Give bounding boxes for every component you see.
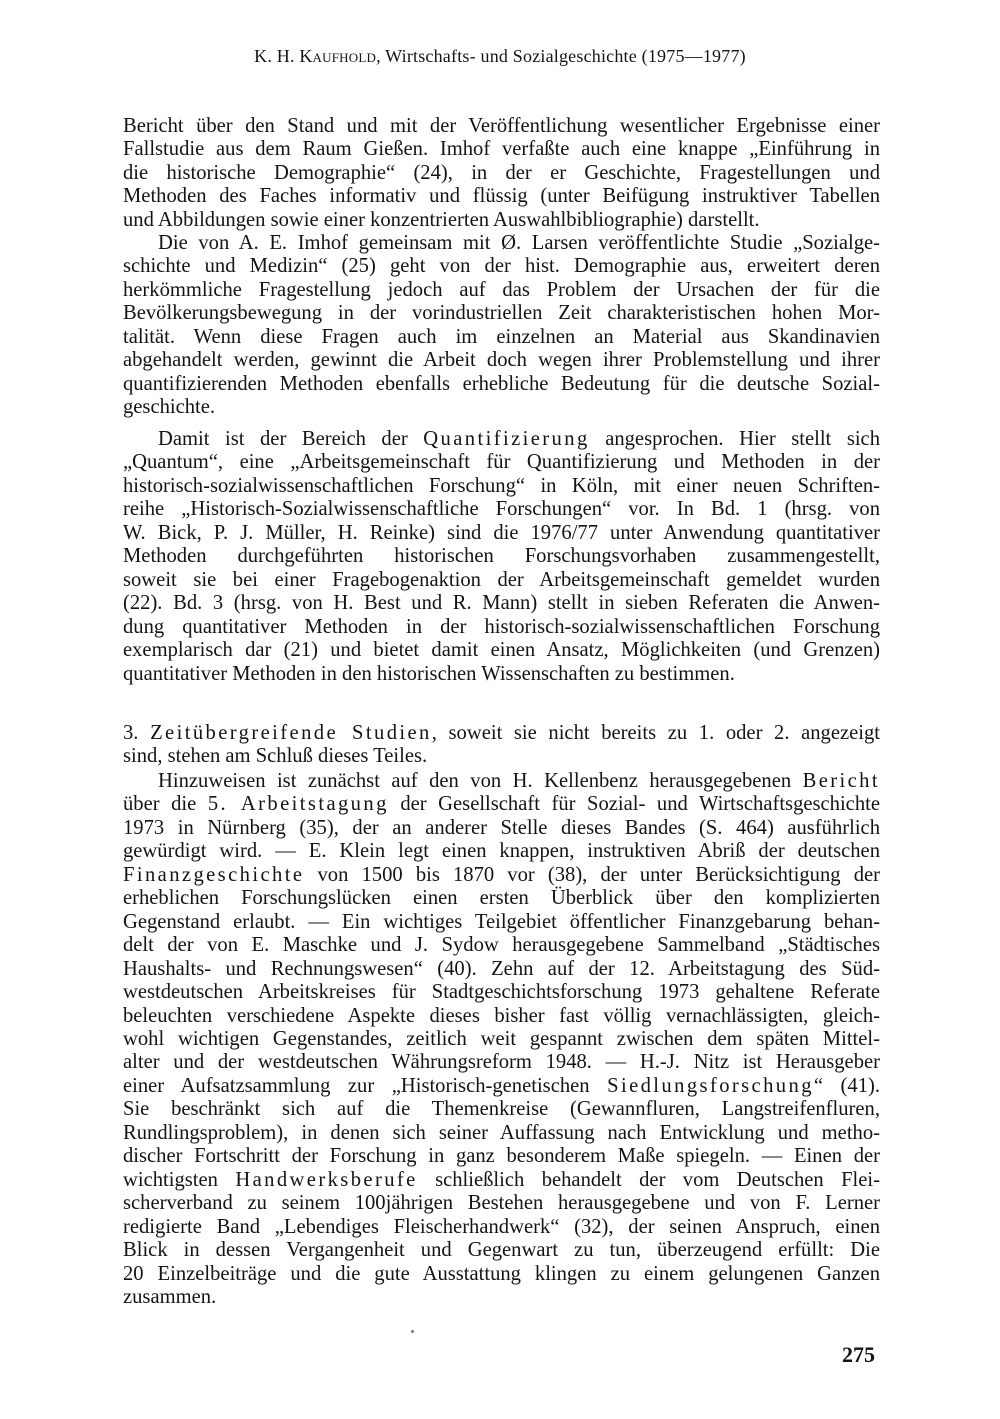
- text-line: 1973 in Nürnberg (35), der an anderer Stelle dieses Bandes (S. 464) ausführlich: [123, 816, 880, 839]
- text-line: [123, 1075, 880, 1098]
- emphasized-term: Bericht: [802, 770, 880, 792]
- text-segment: schließlich behandelt der vom Deutschen Flei-: [417, 1168, 880, 1191]
- text-line: (22). Bd. 3 (hrsg. von H. Best und R. Mann) stellt in sieben Referaten die Anwen-: [123, 592, 880, 615]
- text-segment: einer Aufsatzsammlung zur „Historisch-genetischen: [123, 1074, 608, 1097]
- text-line: „Quantum“, eine „Arbeitsgemeinschaft für Quantifizierung und Methoden in der: [123, 451, 880, 474]
- text-segment: Damit ist der Bereich der: [158, 428, 424, 450]
- text-line: W. Bick, P. J. Müller, H. Reinke) sind die 1976/77 unter Anwendung quantitativer: [123, 521, 880, 544]
- text-line: exemplarisch dar (21) und bietet damit einen Ansatz, Möglichkeiten (und Grenzen): [123, 639, 880, 662]
- emphasized-term: Zeitübergreifende Studien: [150, 722, 432, 744]
- text-segment: von 1500 bis 1870 vor (38), der unter Berücksichtigung der: [304, 863, 880, 886]
- paragraph-5: [123, 770, 880, 1309]
- emphasized-term: Finanzgeschichte: [123, 863, 305, 886]
- text-line: schichte und Medizin“ (25) geht von der hist. Demographie aus, erweitert deren: [123, 255, 880, 278]
- text-line: abgehandelt werden, gewinnt die Arbeit doch wegen ihrer Problemstellung und ihrer: [123, 349, 880, 372]
- text-line: Bericht über den Stand und mit der Veröffentlichung wesentlicher Ergebnisse einer: [123, 115, 880, 137]
- text-segment: der Gesellschaft für Sozial- und Wirtschaftsgeschichte: [388, 793, 880, 816]
- text-line: geschichte.: [123, 396, 216, 419]
- text-line: redigierte Band „Lebendiges Fleischerhandwerk“ (32), der seinen Anspruch, einen: [123, 1215, 880, 1238]
- text-line: 20 Einzelbeiträge und die gute Ausstattung klingen zu einem gelungenen Ganzen: [123, 1262, 880, 1285]
- text-line: Die von A. E. Imhof gemeinsam mit Ø. Larsen veröffentlichte Studie „Sozialge-: [158, 232, 880, 254]
- text-line: westdeutschen Arbeitskreises für Stadtgeschichtsforschung 1973 gehaltene Referate: [123, 981, 880, 1004]
- text-segment: , soweit sie nicht bereits zu 1. oder 2. angezeigt: [431, 722, 881, 744]
- text-line: und Abbildungen sowie einer konzentrierten Auswahlbibliographie) darstellt.: [123, 208, 760, 231]
- text-line: erheblichen Forschungslücken einen ersten Überblick über den komplizierten: [123, 887, 880, 910]
- text-line: reihe „Historisch-Sozialwissenschaftliche Forschungen“ vor. In Bd. 1 (hrsg. von: [123, 498, 880, 521]
- text-line: [123, 722, 880, 745]
- emphasized-term: Siedlungsforschung: [607, 1074, 814, 1097]
- text-line: Haushalts- und Rechnungswesen“ (40). Zehn auf der 12. Arbeitstagung des Süd-: [123, 957, 880, 980]
- text-segment: über die: [123, 793, 208, 816]
- text-line: [123, 770, 880, 793]
- text-line: alter und der westdeutschen Währungsreform 1948. — H.-J. Nitz ist Herausgeber: [123, 1051, 880, 1074]
- text-line: quantifizierenden Methoden ebenfalls erhebliche Bedeutung für die deutsche Sozial-: [123, 372, 880, 395]
- text-line: dung quantitativer Methoden in der historisch-sozialwissenschaftlichen Forschung: [123, 615, 880, 638]
- text-line: soweit sie bei einer Fragebogenaktion der Arbeitsgemeinschaft gemeldet wurden: [123, 568, 880, 591]
- text-line: [123, 1169, 880, 1192]
- paragraph-4: [123, 722, 880, 769]
- emphasized-term: 5. Arbeitstagung: [207, 793, 389, 816]
- text-line: Bevölkerungsbewegung in der vorindustriellen Zeit charakteristischen hohen Mor-: [123, 302, 880, 325]
- text-line: [123, 793, 880, 816]
- text-line: beleuchten verschiedene Aspekte dieses bisher fast völlig vernachlässigten, gleich-: [123, 1004, 880, 1027]
- text-line: Blick in dessen Vergangenheit und Gegenwart zu tun, überzeugend erfüllt: Die: [123, 1239, 880, 1262]
- text-line: Methoden des Faches informativ und flüssig (unter Beifügung instruktiver Tabellen: [123, 185, 880, 208]
- text-line: talität. Wenn diese Fragen auch im einzelnen an Material aus Skandinavien: [123, 325, 880, 348]
- text-segment: “ (41).: [813, 1074, 881, 1097]
- text-line: historisch-sozialwissenschaftlichen Forschung“ in Köln, mit einer neuen Schriften-: [123, 474, 880, 497]
- text-line: wohl wichtigen Gegenstandes, zeitlich weit gespannt zwischen dem späten Mittel-: [123, 1027, 880, 1050]
- text-line: Fallstudie aus dem Raum Gießen. Imhof verfaßte auch eine knappe „Einführung in: [123, 138, 880, 161]
- text-segment: Hinzuweisen ist zunächst auf den von H. Kellenbenz herausgegebenen: [158, 770, 803, 792]
- text-line: discher Fortschritt der Forschung in ganz besonderem Maße spiegeln. — Einen der: [123, 1145, 880, 1168]
- paragraph-1: [123, 115, 880, 232]
- text-line: Methoden durchgeführten historischen Forschungsvorhaben zusammengestellt,: [123, 545, 880, 568]
- text-line: zusammen.: [123, 1285, 217, 1308]
- page-number: 275: [842, 1342, 875, 1367]
- text-line: [123, 428, 880, 451]
- text-line: gewürdigt wird. — E. Klein legt einen knappen, instruktiven Abriß der deutschen: [123, 840, 880, 863]
- running-head-title: , Wirtschafts- und Sozialgeschichte (1975—1977): [376, 46, 746, 66]
- emphasized-term: Handwerksberufe: [235, 1168, 418, 1191]
- paragraph-3: [123, 428, 880, 686]
- author-surname: Kaufhold: [299, 46, 377, 66]
- running-head: [0, 46, 1000, 67]
- text-line: [123, 864, 880, 887]
- text-line: Rundlingsproblem), in denen sich seiner Auffassung nach Entwicklung und metho-: [123, 1121, 880, 1144]
- text-line: scherverband zu seinem 100jährigen Bestehen herausgegebene und von F. Lerner: [123, 1192, 880, 1215]
- text-segment: 3.: [123, 722, 151, 744]
- text-segment: wichtigsten: [123, 1168, 236, 1191]
- author-initials: K. H.: [254, 46, 295, 66]
- text-line: Gegenstand erlaubt. — Ein wichtiges Teilgebiet öffentlicher Finanzgebarung behan-: [123, 910, 880, 933]
- paragraph-2: [123, 232, 880, 420]
- emphasized-term: Quantifizierung: [423, 428, 590, 450]
- text-line: sind, stehen am Schluß dieses Teiles.: [123, 745, 428, 768]
- text-line: Sie beschränkt sich auf die Themenkreise (Gewannfluren, Langstreifenfluren,: [123, 1098, 880, 1121]
- text-segment: angesprochen. Hier stellt sich: [589, 428, 880, 450]
- text-line: herkömmliche Fragestellung jedoch auf das Problem der Ursachen der für die: [123, 278, 880, 301]
- print-speck: [411, 1330, 414, 1333]
- text-line: delt der von E. Maschke und J. Sydow herausgegebene Sammelband „Städtisches: [123, 934, 880, 957]
- text-line: quantitativer Methoden in den historischen Wissenschaften zu bestimmen.: [123, 662, 735, 685]
- text-line: die historische Demographie“ (24), in der er Geschichte, Fragestellungen und: [123, 161, 880, 184]
